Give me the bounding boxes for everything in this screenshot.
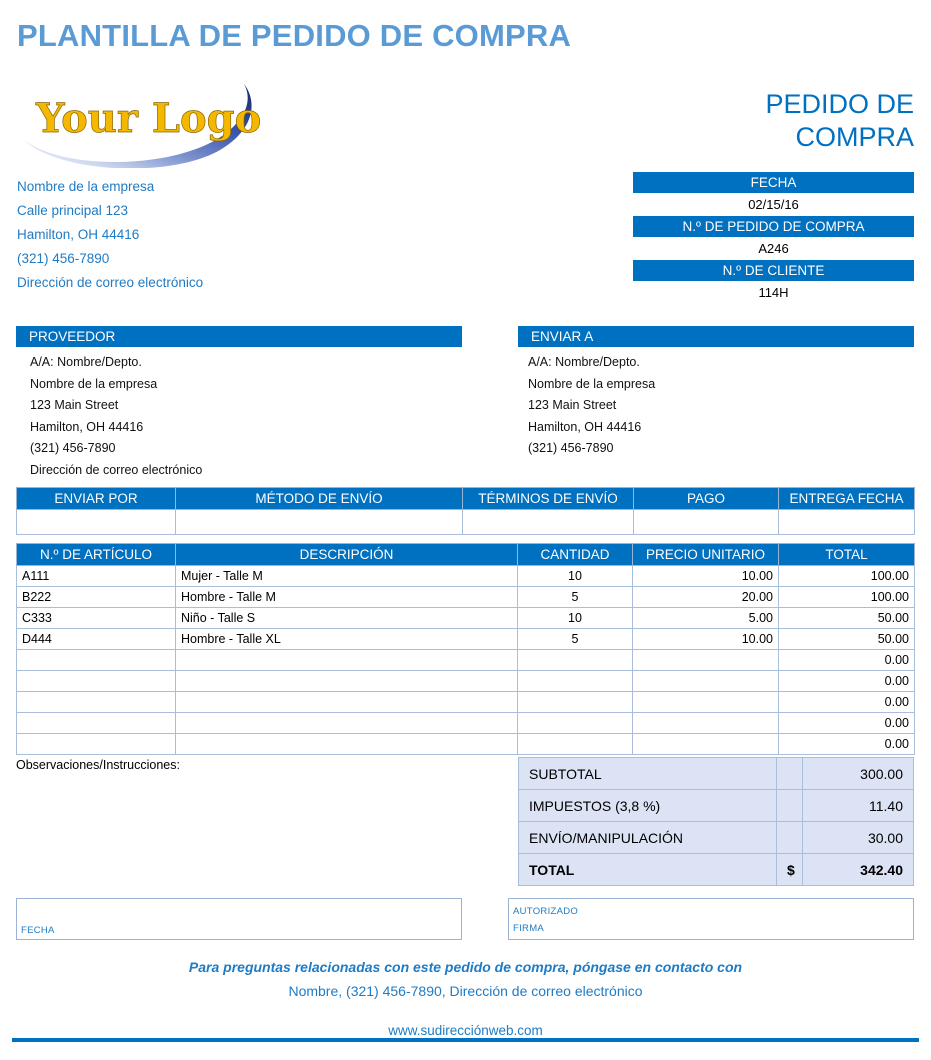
meta-value-po-number[interactable]: A246 <box>758 241 789 256</box>
shipping-cell-ship-method[interactable] <box>176 510 463 535</box>
cell-description[interactable]: Hombre - Talle XL <box>176 629 518 650</box>
footer-contact-block <box>0 955 931 1038</box>
cell-item-number[interactable] <box>17 713 176 734</box>
cell-line-total: 50.00 <box>779 608 915 629</box>
company-logo <box>22 78 277 168</box>
vendor-address <box>16 347 462 481</box>
page-title: PLANTILLA DE PEDIDO DE COMPRA <box>17 18 572 53</box>
shipping-value-row <box>17 510 915 535</box>
cell-quantity[interactable] <box>518 671 633 692</box>
cell-quantity[interactable] <box>518 650 633 671</box>
table-row <box>17 734 915 755</box>
ship-to-address-line: Nombre de la empresa <box>528 376 656 391</box>
meta-label-fecha: FECHA <box>633 172 914 193</box>
cell-line-total: 0.00 <box>779 650 915 671</box>
totals-value-shipping: 30.00 <box>803 822 914 854</box>
totals-label-taxes: IMPUESTOS (3,8 %) <box>519 790 777 822</box>
cell-line-total: 0.00 <box>779 692 915 713</box>
items-col-total: TOTAL <box>779 544 915 566</box>
footer-website[interactable]: www.sudirecciónweb.com <box>388 1023 543 1038</box>
totals-row-shipping <box>519 822 914 854</box>
cell-unit-price[interactable] <box>633 650 779 671</box>
heading-line-2: COMPRA <box>795 122 914 152</box>
company-address-line: Nombre de la empresa <box>17 179 155 194</box>
items-col-quantity: CANTIDAD <box>518 544 633 566</box>
cell-item-number[interactable]: B222 <box>17 587 176 608</box>
totals-currency-total: $ <box>777 854 803 886</box>
shipping-col-ship-method: MÉTODO DE ENVÍO <box>176 488 463 510</box>
totals-value-total: 342.40 <box>803 854 914 886</box>
ship-to-address <box>518 347 914 460</box>
shipping-col-payment: PAGO <box>634 488 779 510</box>
meta-value-customer-number[interactable]: 114H <box>758 285 789 300</box>
vendor-address-line: A/A: Nombre/Depto. <box>30 355 142 369</box>
cell-description[interactable] <box>176 713 518 734</box>
shipping-col-delivery-date: ENTREGA FECHA <box>779 488 915 510</box>
date-signature-box[interactable] <box>16 898 462 940</box>
table-row <box>17 629 915 650</box>
shipping-details-table <box>16 487 915 535</box>
cell-description[interactable]: Hombre - Talle M <box>176 587 518 608</box>
cell-description[interactable] <box>176 734 518 755</box>
cell-item-number[interactable] <box>17 734 176 755</box>
company-address-line: Calle principal 123 <box>17 203 129 218</box>
cell-line-total: 50.00 <box>779 629 915 650</box>
table-row <box>17 650 915 671</box>
totals-currency-subtotal <box>777 758 803 790</box>
cell-description[interactable] <box>176 692 518 713</box>
cell-line-total: 0.00 <box>779 671 915 692</box>
bottom-divider <box>12 1038 919 1042</box>
vendor-address-line: Dirección de correo electrónico <box>30 462 203 477</box>
totals-currency-taxes <box>777 790 803 822</box>
cell-unit-price[interactable] <box>633 671 779 692</box>
shipping-header-row <box>17 488 915 510</box>
footer-line-1: Para preguntas relacionadas con este pedido de compra, póngase en contacto con <box>188 959 743 975</box>
totals-currency-shipping <box>777 822 803 854</box>
table-row <box>17 713 915 734</box>
totals-row-grand-total <box>519 854 914 886</box>
company-address-block <box>17 175 417 295</box>
shipping-col-ship-terms: TÉRMINOS DE ENVÍO <box>463 488 634 510</box>
vendor-address-line: (321) 456-7890 <box>30 441 116 455</box>
items-header-row <box>17 544 915 566</box>
table-row <box>17 671 915 692</box>
shipping-cell-delivery-date[interactable] <box>779 510 915 535</box>
cell-unit-price[interactable]: 10.00 <box>633 566 779 587</box>
totals-label-shipping: ENVÍO/MANIPULACIÓN <box>519 822 777 854</box>
table-row <box>17 587 915 608</box>
table-row <box>17 608 915 629</box>
table-row <box>17 692 915 713</box>
cell-item-number[interactable] <box>17 692 176 713</box>
company-address-line: (321) 456-7890 <box>17 251 110 266</box>
footer-line-2: Nombre, (321) 456-7890, Dirección de correo electrónico <box>288 983 643 999</box>
company-address-line: Dirección de correo electrónico <box>17 275 204 290</box>
cell-quantity[interactable]: 10 <box>518 566 633 587</box>
shipping-cell-payment[interactable] <box>634 510 779 535</box>
cell-description[interactable]: Mujer - Talle M <box>176 566 518 587</box>
totals-value-taxes: 11.40 <box>803 790 914 822</box>
cell-quantity[interactable] <box>518 692 633 713</box>
items-col-unit-price: PRECIO UNITARIO <box>633 544 779 566</box>
totals-label-subtotal: SUBTOTAL <box>519 758 777 790</box>
shipping-cell-ship-terms[interactable] <box>463 510 634 535</box>
logo-text: Your Logo <box>36 95 262 142</box>
vendor-address-line: Hamilton, OH 44416 <box>30 419 144 434</box>
cell-quantity[interactable]: 5 <box>518 587 633 608</box>
cell-description[interactable]: Niño - Talle S <box>176 608 518 629</box>
cell-description[interactable] <box>176 650 518 671</box>
cell-item-number[interactable] <box>17 671 176 692</box>
meta-label-po-number: N.º DE PEDIDO DE COMPRA <box>633 216 914 237</box>
cell-line-total: 0.00 <box>779 713 915 734</box>
cell-line-total: 100.00 <box>779 566 915 587</box>
heading-line-1: PEDIDO DE <box>765 89 914 119</box>
authorized-caption: AUTORIZADO <box>513 906 579 917</box>
cell-unit-price[interactable] <box>633 692 779 713</box>
cell-item-number[interactable]: D444 <box>17 629 176 650</box>
authorization-signature-box[interactable] <box>508 898 914 940</box>
line-items-table <box>16 543 915 755</box>
ship-to-address-line: A/A: Nombre/Depto. <box>528 355 640 369</box>
logo-swoosh-icon <box>22 78 277 168</box>
cell-quantity[interactable] <box>518 734 633 755</box>
company-address-line: Hamilton, OH 44416 <box>17 227 140 242</box>
vendor-block <box>16 326 462 481</box>
cell-unit-price[interactable]: 5.00 <box>633 608 779 629</box>
cell-item-number[interactable] <box>17 650 176 671</box>
order-meta-block <box>633 172 914 304</box>
cell-description[interactable] <box>176 671 518 692</box>
ship-to-address-line: Hamilton, OH 44416 <box>528 419 642 434</box>
cell-unit-price[interactable] <box>633 713 779 734</box>
firma-caption: FIRMA <box>513 923 545 934</box>
cell-item-number[interactable]: A111 <box>17 566 176 587</box>
ship-to-block <box>518 326 914 460</box>
cell-item-number[interactable]: C333 <box>17 608 176 629</box>
notes-label: Observaciones/Instrucciones: <box>16 758 180 772</box>
cell-unit-price[interactable]: 10.00 <box>633 629 779 650</box>
vendor-address-line: 123 Main Street <box>30 398 119 412</box>
vendor-header: PROVEEDOR <box>16 326 462 347</box>
totals-table <box>518 757 914 886</box>
meta-label-customer-number: N.º DE CLIENTE <box>633 260 914 281</box>
cell-unit-price[interactable]: 20.00 <box>633 587 779 608</box>
totals-row-taxes <box>519 790 914 822</box>
totals-row-subtotal <box>519 758 914 790</box>
meta-value-fecha[interactable]: 02/15/16 <box>748 197 799 212</box>
totals-label-total: TOTAL <box>519 854 777 886</box>
cell-line-total: 100.00 <box>779 587 915 608</box>
cell-line-total: 0.00 <box>779 734 915 755</box>
document-heading <box>594 88 914 154</box>
totals-value-subtotal: 300.00 <box>803 758 914 790</box>
ship-to-address-line: 123 Main Street <box>528 398 617 412</box>
ship-to-header: ENVIAR A <box>518 326 914 347</box>
ship-to-address-line: (321) 456-7890 <box>528 441 614 455</box>
cell-unit-price[interactable] <box>633 734 779 755</box>
items-col-description: DESCRIPCIÓN <box>176 544 518 566</box>
items-col-item-number: N.º DE ARTÍCULO <box>17 544 176 566</box>
cell-quantity[interactable]: 5 <box>518 629 633 650</box>
shipping-col-ship-via: ENVIAR POR <box>17 488 176 510</box>
table-row <box>17 566 915 587</box>
shipping-cell-ship-via[interactable] <box>17 510 176 535</box>
vendor-address-line: Nombre de la empresa <box>30 376 158 391</box>
cell-quantity[interactable] <box>518 713 633 734</box>
date-caption: FECHA <box>21 925 55 936</box>
cell-quantity[interactable]: 10 <box>518 608 633 629</box>
